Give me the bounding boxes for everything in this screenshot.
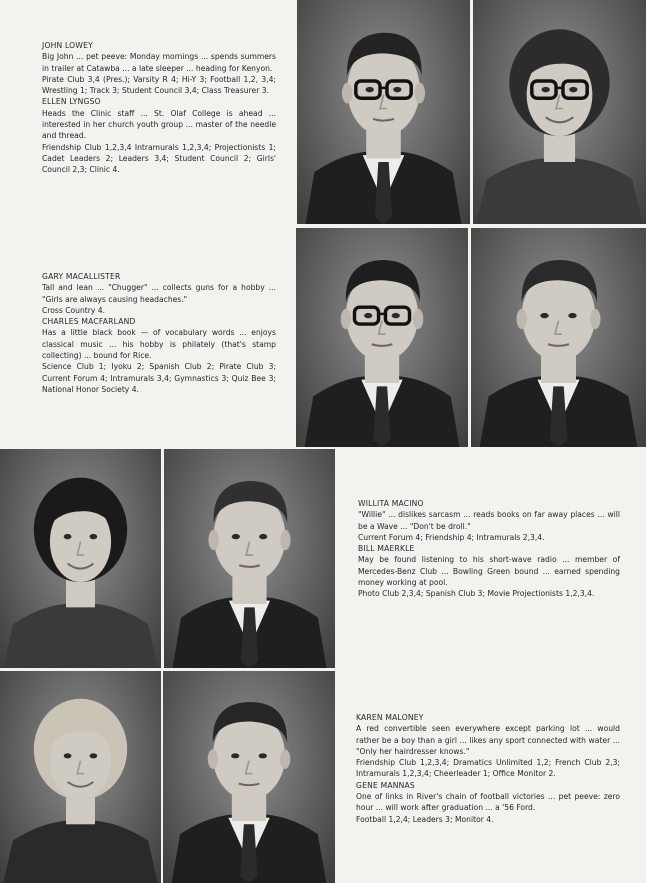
student-name: CHARLES MACFARLAND xyxy=(42,317,136,327)
student-name: KAREN MALONEY xyxy=(356,713,424,722)
portrait-photo xyxy=(296,228,468,447)
portrait-drawing xyxy=(297,0,470,224)
portrait-drawing xyxy=(0,671,161,883)
portrait-drawing xyxy=(296,228,468,447)
student-bio: Big John ... pet peeve: Monday mornings ... spends summers in trailer at Catawba ... a late sleeper ... heading for Kenyon. xyxy=(42,52,276,73)
text-block-macino-maerkle xyxy=(358,498,620,600)
portrait-drawing xyxy=(0,449,161,668)
student-activities: Cross Country 4. xyxy=(42,305,106,315)
portrait-photo xyxy=(473,0,646,224)
portrait-drawing xyxy=(473,0,646,224)
text-block-maloney-mannas xyxy=(356,712,620,825)
portrait-drawing xyxy=(164,449,335,668)
student-bio: May be found listening to his short-wave radio ... member of Mercedes-Benz Club ... Bowling Green bound ... earned spending money working at pool. xyxy=(358,555,620,588)
portrait-photo xyxy=(471,228,646,447)
portrait-photo xyxy=(164,449,335,668)
student-name: GARY MACALLISTER xyxy=(42,272,121,281)
student-activities: Photo Club 2,3,4; Spanish Club 3; Movie Projectionists 1,2,3,4. xyxy=(358,589,595,599)
portrait-photo xyxy=(163,671,335,883)
student-activities: Football 1,2,4; Leaders 3; Monitor 4. xyxy=(356,814,494,824)
student-bio: Tall and lean ... "Chugger" ... collects guns for a hobby ... "Girls are always causing headaches." xyxy=(42,283,276,304)
portrait-drawing xyxy=(471,228,646,447)
student-activities: Friendship Club 1,2,3,4 Intramurals 1,2,3,4; Projectionists 1; Cadet Leaders 2; Leaders 3,4; Student Council 2; Girls' Council 2,3; Clinic 4. xyxy=(42,142,276,175)
student-activities: Pirate Club 3,4 (Pres.); Varsity R 4; Hi-Y 3; Football 1,2, 3,4; Wrestling 1; Track 3; Student Council 3,4; Class Treasurer 3. xyxy=(42,74,276,96)
portrait-photo xyxy=(0,671,161,883)
student-bio: "Willie" ... dislikes sarcasm ... reads books on far away places ... will be a Wave ... "Don't be droll." xyxy=(358,510,620,531)
student-activities: Current Forum 4; Friendship 4; Intramurals 2,3,4. xyxy=(358,532,545,542)
student-bio: A red convertible seen everywhere except parking lot ... would rather be a boy than a girl ... likes any sport connected with water ... "Only her hairdresser knows." xyxy=(356,724,620,756)
student-activities: Science Club 1; Iyoku 2; Spanish Club 2; Pirate Club 3; Current Forum 4; Intramurals 3,4; Gymnastics 3; Quiz Bee 3; National Honor Society 4. xyxy=(42,362,276,394)
student-activities: Friendship Club 1,2,3,4; Dramatics Unlimited 1,2; French Club 2,3; Intramurals 1,2,3,4; Cheerleader 1; Office Monitor 2. xyxy=(356,758,620,779)
portrait-drawing xyxy=(163,671,335,883)
student-name: ELLEN LYNGSO xyxy=(42,97,101,107)
student-bio: One of links in River's chain of football victories ... pet peeve: zero hour ... will work after graduation ... a '56 Ford. xyxy=(356,792,620,813)
student-name: WILLITA MACINO xyxy=(358,499,424,508)
student-bio: Heads the Clinic staff ... St. Olaf College is ahead ... interested in her church youth group ... master of the needle and thread. xyxy=(42,108,276,141)
student-name: BILL MAERKLE xyxy=(358,544,415,554)
student-name: GENE MANNAS xyxy=(356,780,415,790)
student-bio: Has a little black book — of vocabulary words ... enjoys classical music ... his hobby is philately (that's stamp collecting) ... bound for Rice. xyxy=(42,328,276,361)
text-block-macallister-macfarland xyxy=(42,271,276,395)
text-block-lowey-lyngso xyxy=(42,40,276,176)
portrait-photo xyxy=(297,0,470,224)
portrait-photo xyxy=(0,449,161,668)
student-name: JOHN LOWEY xyxy=(42,41,93,50)
